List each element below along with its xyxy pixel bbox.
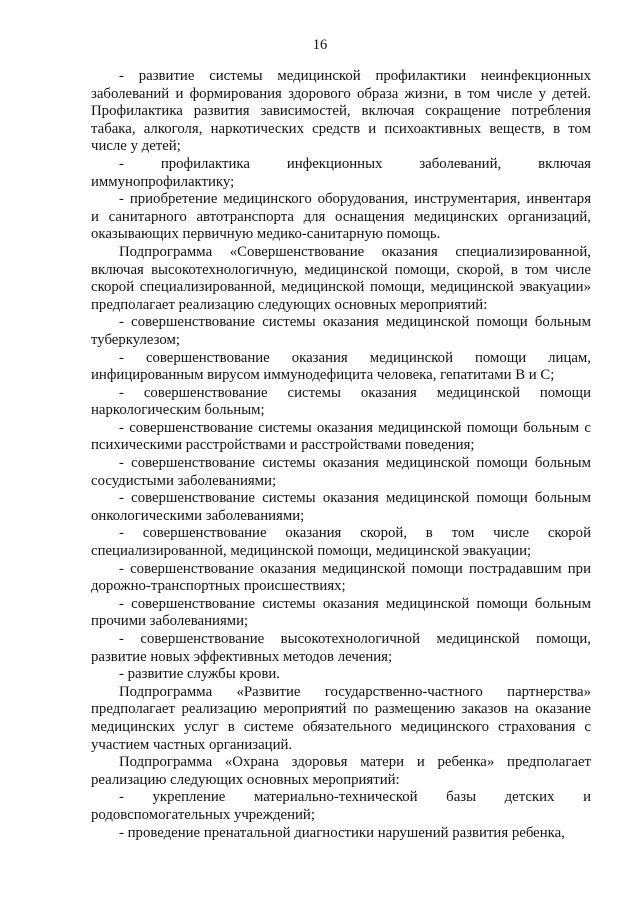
list-item-narcology: - совершенствование системы оказания медицинской помощи наркологическим больным;	[91, 384, 591, 419]
list-item-infection-prevention: - профилактика инфекционных заболеваний, включая иммунопрофилактику;	[91, 155, 591, 190]
document-body	[91, 68, 591, 842]
list-item-blood-service: - развитие службы крови.	[119, 666, 280, 683]
list-item-tuberculosis: - совершенствование системы оказания медицинской помощи больным туберкулезом;	[91, 314, 591, 348]
list-item-emergency-care: - совершенствование оказания скорой, в том числе скорой специализированной, медицинской помощи, медицинской эвакуации;	[91, 525, 591, 560]
list-item-ncd-prevention: - развитие системы медицинской профилактики неинфекционных заболеваний и формирования здорового образа жизни, в том числе у детей. Профилактика развития зависимостей, включая сокращение потребления табака, алкоголя, наркотических средств и психоактивных веществ, в том числе у детей;	[91, 68, 591, 155]
list-item-mental-disorders: - совершенствование системы оказания медицинской помощи больным с психическими расстройствами и расстройствами поведения;	[91, 419, 591, 454]
list-item-hiv-hepatitis: - совершенствование оказания медицинской помощи лицам, инфицированным вирусом иммунодефицита человека, гепатитами В и С;	[91, 349, 591, 384]
list-item-other-diseases: - совершенствование системы оказания медицинской помощи больным прочими заболеваниями;	[91, 595, 591, 630]
page-number: 16	[312, 37, 328, 53]
list-item-vascular-diseases: - совершенствование системы оказания медицинской помощи больным сосудистыми заболеваниями;	[91, 455, 591, 489]
paragraph-subprogram-mother-child: Подпрограмма «Охрана здоровья матери и ребенка» предполагает реализацию следующих основных мероприятий:	[91, 754, 591, 788]
list-item-high-tech-care: - совершенствование высокотехнологичной медицинской помощи, развитие новых эффективных методов лечения;	[91, 631, 591, 665]
paragraph-subprogram-public-private: Подпрограмма «Развитие государственно-частного партнерства» предполагает реализацию мероприятий по размещению заказов на оказание медицинских услуг в системе обязательного медицинского страхования с участием частных организаций.	[91, 683, 591, 753]
list-item-oncology: - совершенствование системы оказания медицинской помощи больным онкологическими заболеваниями;	[91, 490, 591, 524]
list-item-infrastructure: - укрепление материально-технической базы детских и родовспомогательных учреждений;	[91, 789, 591, 823]
list-item-prenatal-diagnostics: - проведение пренатальной диагностики нарушений развития ребенка,	[119, 824, 565, 841]
list-item-equipment-purchase: - приобретение медицинского оборудования, инструментария, инвентаря и санитарного автотранспорта для оснащения медицинских организаций, оказывающих первичную медико-санитарную помощь.	[91, 191, 591, 243]
list-item-road-accidents: - совершенствование оказания медицинской помощи пострадавшим при дорожно-транспортных происшествиях;	[91, 560, 591, 595]
paragraph-subprogram-specialized-care: Подпрограмма «Совершенствование оказания специализированной, включая высокотехнологичную, медицинской помощи, скорой, в том числе скорой специализированной, медицинской помощи, медицинской эвакуации» предполагает реализацию следующих основных мероприятий:	[91, 243, 591, 313]
